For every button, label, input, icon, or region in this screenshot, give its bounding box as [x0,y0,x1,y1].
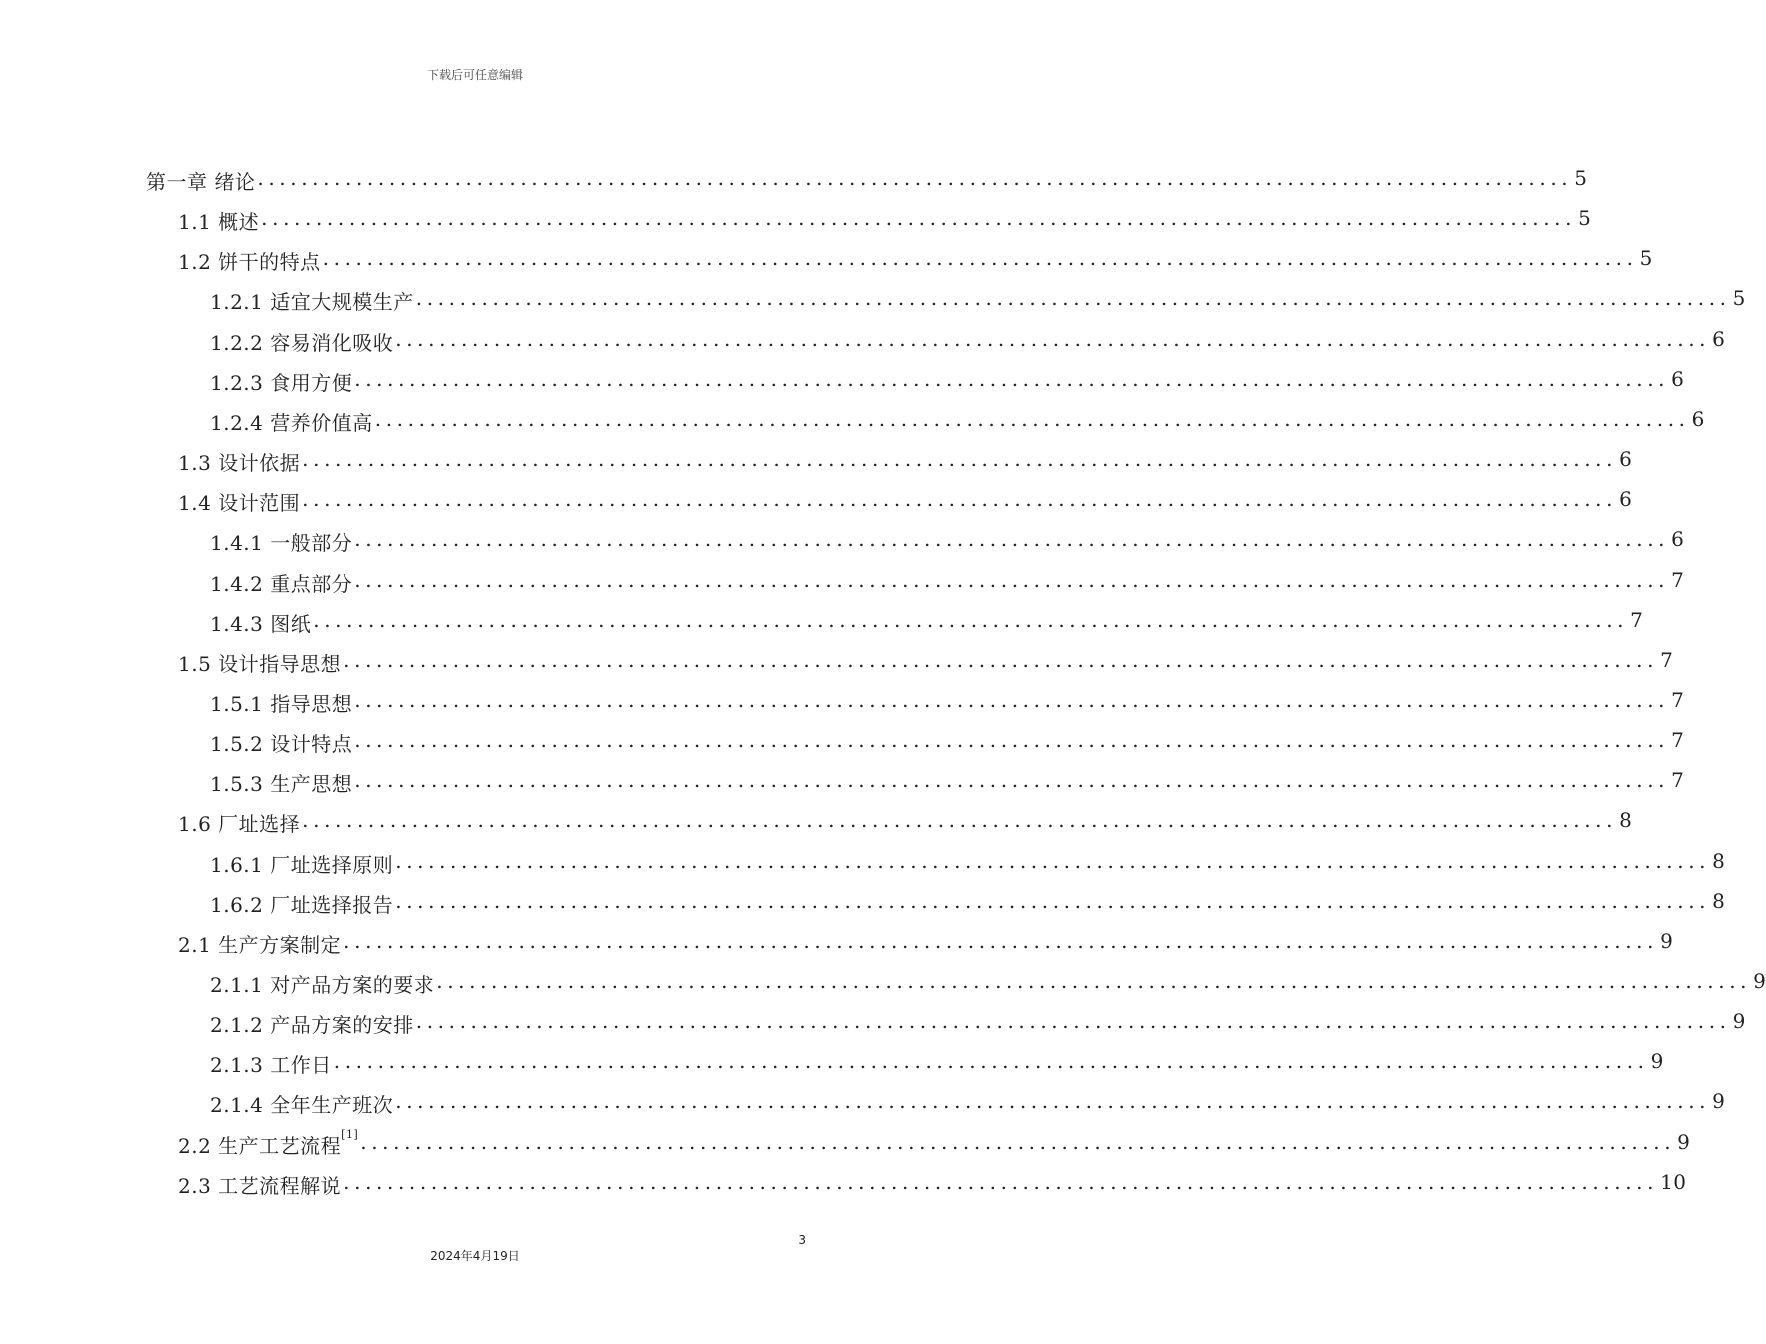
toc-entry-title: 1.2 饼干的特点 [178,250,321,275]
toc-entry[interactable] [210,286,1746,326]
toc-entry-title: 1.4.2 重点部分 [210,571,353,596]
toc-entry-page: 8 [1712,888,1726,913]
toc-leader-dots: ........................................................................................................................ [436,969,1752,993]
toc-leader-dots: ........................................................................................................................ [374,406,1690,431]
toc-leader-dots: ........................................................................................................................ [354,768,1670,793]
toc-leader-dots: ........................................................................................................................ [395,848,1711,873]
toc-entry-page: 8 [1619,808,1633,833]
toc-leader-dots: ........................................................................................................................ [343,1169,1659,1194]
toc-entry-title: 1.4.3 图纸 [210,611,312,636]
toc-entry[interactable] [210,969,1766,1009]
toc-leader-dots: ........................................................................................................................ [322,246,1638,271]
toc-entry-title: 1.6.1 厂址选择原则 [210,852,394,877]
toc-entry-title: 1.5.1 指导思想 [210,691,353,716]
toc-entry-page: 9 [1660,928,1674,953]
toc-leader-dots: ........................................................................................................................ [302,447,1618,472]
toc-leader-dots: ........................................................................................................................ [415,286,1731,311]
toc-entry-page: 5 [1574,166,1588,190]
toc-entry-page: 9 [1677,1129,1691,1154]
toc-leader-dots: ........................................................................................................................ [354,527,1670,552]
toc-entry-page: 6 [1671,527,1685,552]
toc-entry-title: 1.4 设计范围 [178,491,301,516]
toc-entry-title: 2.1.4 全年生产班次 [210,1093,394,1118]
toc-entry-page: 9 [1732,1009,1746,1034]
toc-entry[interactable] [210,567,1685,608]
toc-leader-dots: ........................................................................................................................ [354,567,1670,592]
citation-marker: [1] [341,1127,359,1141]
toc-entry-title: 1.2.4 营养价值高 [210,410,373,435]
toc-leader-dots: ........................................................................................................................ [395,1089,1711,1114]
toc-entry-title: 1.1 概述 [178,210,260,235]
toc-entry-page: 9 [1650,1049,1664,1074]
toc-leader-dots: ........................................................................................................................ [354,366,1670,391]
toc-entry[interactable] [210,1089,1726,1129]
page-header: 下载后可任意编辑 [426,68,523,82]
toc-entry-page: 7 [1630,607,1644,632]
toc-leader-dots: ........................................................................................................................ [354,687,1670,712]
toc-entry[interactable] [210,1009,1746,1049]
toc-entry[interactable] [178,647,1674,688]
toc-leader-dots: ........................................................................................................................ [261,206,1577,231]
toc-entry-title: 1.6.2 厂址选择报告 [210,892,394,917]
toc-entry-title: 2.1.2 产品方案的安排 [210,1013,414,1038]
toc-leader-dots: ........................................................................................................................ [313,607,1629,632]
toc-entry-title: 2.3 工艺流程解说 [178,1173,342,1198]
toc-entry-title: 1.5 设计指导思想 [178,651,342,676]
toc-entry[interactable] [210,728,1685,768]
toc-entry-title: 第一章 绪论 [146,170,256,194]
page-number: 3 [798,1233,806,1247]
toc-entry-title: 1.4.1 一般部分 [210,531,353,556]
toc-entry[interactable] [210,406,1705,447]
toc-entry[interactable] [178,928,1674,969]
toc-entry-page: 8 [1712,848,1726,873]
toc-entry-page: 9 [1753,969,1766,993]
toc-entry-title: 1.5.2 设计特点 [210,732,353,757]
toc-leader-dots: ........................................................................................................................ [257,166,1573,190]
toc-entry[interactable] [210,1049,1664,1089]
toc-leader-dots: ........................................................................................................................ [360,1129,1676,1154]
toc-entry-title: 1.5.3 生产思想 [210,772,353,797]
toc-entry[interactable] [210,607,1644,648]
toc-entry[interactable] [210,326,1726,367]
toc-entry[interactable] [210,888,1726,929]
toc-entry[interactable] [178,487,1633,527]
toc-entry[interactable] [210,687,1685,728]
toc-entry[interactable] [178,808,1633,848]
toc-leader-dots: ........................................................................................................................ [395,326,1711,351]
toc-entry-page: 9 [1712,1089,1726,1114]
toc-entry-title: 1.2.1 适宜大规模生产 [210,290,414,315]
toc-entry-page: 5 [1578,206,1592,231]
toc-entry-title: 2.1 生产方案制定 [178,932,342,957]
toc-leader-dots: ........................................................................................................................ [354,728,1670,753]
toc-entry-title: 1.2.2 容易消化吸收 [210,330,394,355]
toc-entry-page: 5 [1732,286,1746,311]
toc-entry-page: 5 [1639,246,1653,271]
toc-entry-page: 6 [1691,406,1705,431]
toc-entry-page: 7 [1671,728,1685,753]
toc-entry-title: 2.1.1 对产品方案的要求 [210,973,435,997]
toc-entry-title: 1.3 设计依据 [178,451,301,476]
toc-entry-page: 7 [1671,687,1685,712]
footer-date: 2024年4月19日 [430,1249,520,1263]
toc-entry-page: 6 [1619,487,1633,512]
toc-entry[interactable] [210,366,1685,407]
toc-entry-page: 7 [1671,768,1685,793]
toc-leader-dots: ........................................................................................................................ [302,808,1618,833]
toc-entry[interactable] [210,848,1726,889]
toc-entry-page: 7 [1671,567,1685,592]
toc-entry-page: 6 [1619,447,1633,472]
toc-leader-dots: ........................................................................................................................ [333,1049,1649,1074]
toc-leader-dots: ........................................................................................................................ [343,928,1659,953]
toc-entry-page: 6 [1712,326,1726,351]
toc-entry[interactable] [178,1127,1691,1170]
toc-leader-dots: ........................................................................................................................ [302,487,1618,512]
toc-entry[interactable] [210,527,1685,567]
toc-entry-title: 1.2.3 食用方便 [210,370,353,395]
toc-entry[interactable] [178,447,1633,487]
toc-entry[interactable] [178,1169,1687,1210]
toc-entry[interactable] [178,206,1592,246]
toc-leader-dots: ........................................................................................................................ [415,1009,1731,1034]
toc-entry-page: 7 [1660,647,1674,672]
toc-entry-title: 2.2 生产工艺流程 [178,1133,342,1158]
toc-entry[interactable] [210,768,1685,808]
toc-entry-page: 10 [1660,1169,1687,1194]
toc-entry[interactable] [178,246,1653,286]
toc-entry-page: 6 [1671,366,1685,391]
toc-entry-title: 2.1.3 工作日 [210,1053,332,1078]
toc-entry[interactable] [146,166,1588,206]
toc-entry-title: 1.6 厂址选择 [178,812,301,837]
toc-leader-dots: ........................................................................................................................ [343,647,1659,672]
toc-leader-dots: ........................................................................................................................ [395,888,1711,913]
